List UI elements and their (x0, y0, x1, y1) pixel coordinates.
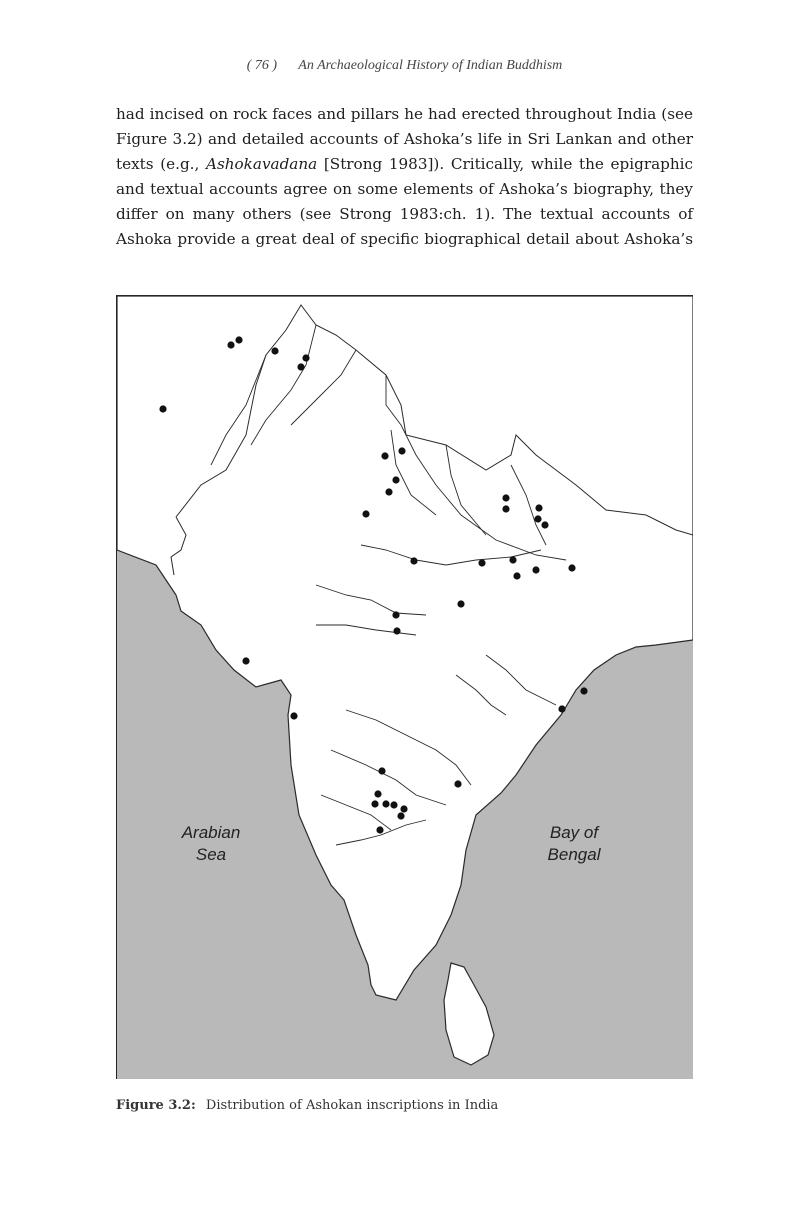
site-marker (235, 336, 242, 343)
page-number: ( 76 ) (246, 58, 278, 73)
site-marker (290, 712, 297, 719)
site-marker (159, 405, 166, 412)
site-marker (580, 687, 587, 694)
site-marker (397, 812, 404, 819)
body-paragraph (116, 102, 693, 252)
site-marker (502, 494, 509, 501)
site-marker (534, 515, 541, 522)
body-line-6: Ashoka provide a great deal of specific biographical detail about Ashoka’s (116, 230, 693, 248)
site-marker (374, 790, 381, 797)
india-map (116, 295, 693, 1079)
ashokavadana-title: Ashokavadana (206, 155, 318, 173)
site-marker (376, 826, 383, 833)
body-line-3 (116, 152, 693, 177)
running-head (0, 58, 809, 74)
site-marker (541, 521, 548, 528)
bay-of-bengal-label-2: Bengal (547, 845, 601, 864)
site-marker (502, 505, 509, 512)
site-marker (390, 801, 397, 808)
site-marker (392, 476, 399, 483)
site-marker (362, 510, 369, 517)
site-marker (371, 800, 378, 807)
site-marker (382, 800, 389, 807)
figure-caption (116, 1098, 498, 1113)
site-marker (509, 556, 516, 563)
body-line-1: had incised on rock faces and pillars he had erected throughout India (see (116, 105, 693, 123)
site-marker (242, 657, 249, 664)
site-marker (532, 566, 539, 573)
site-marker (297, 363, 304, 370)
site-marker (398, 447, 405, 454)
site-marker (513, 572, 520, 579)
body-line-5: differ on many others (see Strong 1983:ch. 1). The textual accounts of (116, 205, 693, 223)
body-line-2: Figure 3.2) and detailed accounts of Ashoka’s life in Sri Lankan and other (116, 130, 693, 148)
arabian-sea-label-1: Arabian (181, 823, 241, 842)
site-marker (568, 564, 575, 571)
body-line-3-start: texts (e.g., (116, 155, 206, 173)
site-marker (227, 341, 234, 348)
site-marker (381, 452, 388, 459)
site-marker (454, 780, 461, 787)
site-marker (302, 354, 309, 361)
caption-text: Distribution of Ashokan inscriptions in India (205, 1098, 499, 1113)
site-marker (400, 805, 407, 812)
bay-of-bengal-label-1: Bay of (549, 823, 599, 842)
site-marker (558, 705, 565, 712)
arabian-sea-label-2: Sea (195, 845, 227, 864)
body-line-4: and textual accounts agree on some elements of Ashoka’s biography, they (116, 180, 693, 198)
body-line-3-end: [Strong 1983]). Critically, while the epigraphic (317, 155, 694, 173)
site-marker (410, 557, 417, 564)
site-marker (385, 488, 392, 495)
site-marker (478, 559, 485, 566)
caption-label: Figure 3.2: (116, 1098, 196, 1113)
site-marker (393, 627, 400, 634)
book-title: An Archaeological History of Indian Buddhism (298, 58, 563, 73)
site-marker (378, 767, 385, 774)
figure-map (116, 295, 693, 1079)
site-marker (535, 504, 542, 511)
site-marker (271, 347, 278, 354)
site-marker (392, 611, 399, 618)
site-marker (457, 600, 464, 607)
